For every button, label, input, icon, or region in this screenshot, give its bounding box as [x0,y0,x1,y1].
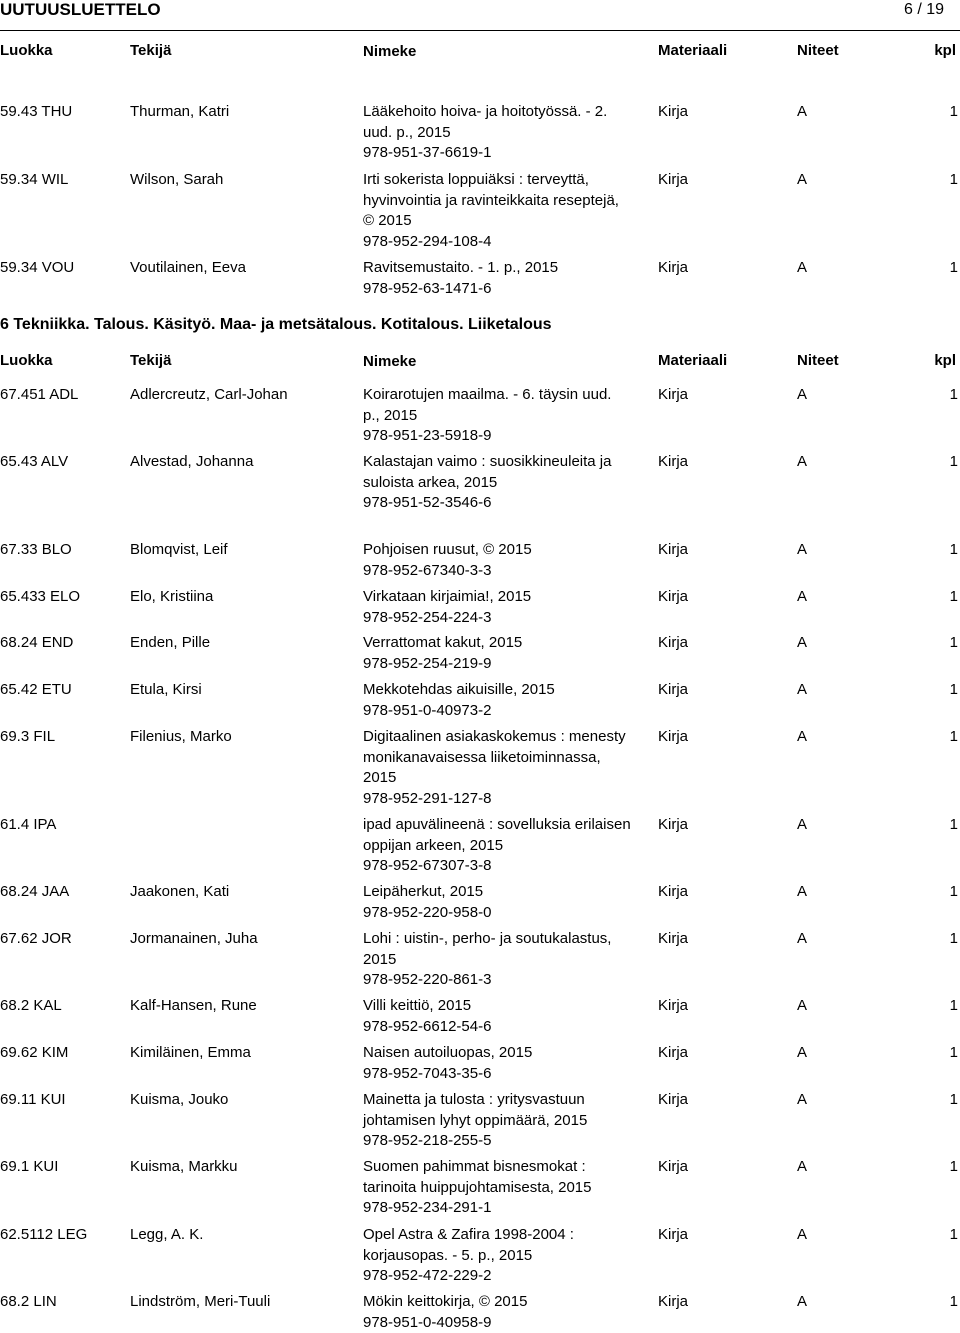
title-cell [363,882,631,923]
author: Lindström, Meri-Tuuli [130,1292,270,1313]
isbn: 978-952-218-255-5 [363,1131,631,1152]
col-niteet-header: Niteet [797,42,839,59]
material-type: Kirja [658,587,688,608]
title-cell [363,680,631,721]
copies-code: A [797,996,807,1017]
class-code: 69.3 FIL [0,727,55,748]
isbn: 978-952-67340-3-3 [363,561,631,582]
isbn: 978-952-67307-3-8 [363,856,631,877]
title-cell [363,996,631,1037]
section-heading: 6 Tekniikka. Talous. Käsityö. Maa- ja metsätalous. Kotitalous. Liiketalous [0,316,552,334]
copies-code: A [797,258,807,279]
col-luokka-header: Luokka [0,352,53,369]
author: Kuisma, Markku [130,1157,238,1178]
copies-code: A [797,587,807,608]
material-type: Kirja [658,815,688,836]
title: Kalastajan vaimo : suosikkineuleita ja suloista arkea, 2015 [363,453,611,491]
quantity: 1 [950,680,958,701]
col-niteet-header: Niteet [797,352,839,369]
quantity: 1 [950,385,958,406]
isbn: 978-951-0-40973-2 [363,701,631,722]
quantity: 1 [950,1090,958,1111]
col-luokka-header: Luokka [0,42,53,59]
isbn: 978-952-6612-54-6 [363,1017,631,1038]
author: Kalf-Hansen, Rune [130,996,257,1017]
class-code: 68.2 LIN [0,1292,57,1313]
copies-code: A [797,882,807,903]
title: Virkataan kirjaimia!, 2015 [363,588,531,605]
quantity: 1 [950,727,958,748]
class-code: 59.43 THU [0,102,72,123]
material-type: Kirja [658,996,688,1017]
title: Mökin keittokirja, © 2015 [363,1293,527,1310]
quantity: 1 [950,815,958,836]
quantity: 1 [950,1157,958,1178]
material-type: Kirja [658,929,688,950]
author: Blomqvist, Leif [130,540,228,561]
title: Naisen autoiluopas, 2015 [363,1044,532,1061]
isbn: 978-951-0-40958-9 [363,1313,631,1333]
title-cell [363,385,631,447]
material-type: Kirja [658,882,688,903]
title: Lääkehoito hoiva- ja hoitotyössä. - 2. uud. p., 2015 [363,103,607,141]
title: Verrattomat kakut, 2015 [363,634,522,651]
author: Thurman, Katri [130,102,229,123]
column-header-row [0,352,960,372]
copies-code: A [797,540,807,561]
material-type: Kirja [658,633,688,654]
copies-code: A [797,929,807,950]
page-number: 6 / 19 [904,1,944,19]
quantity: 1 [950,102,958,123]
col-nimeke-header: Nimeke [363,352,631,373]
author: Elo, Kristiina [130,587,213,608]
isbn: 978-952-254-224-3 [363,608,631,629]
author: Wilson, Sarah [130,170,223,191]
copies-code: A [797,1225,807,1246]
isbn: 978-952-220-958-0 [363,903,631,924]
title-cell [363,258,631,299]
author: Kimiläinen, Emma [130,1043,251,1064]
col-kpl-header: kpl [934,352,956,369]
copies-code: A [797,815,807,836]
title-cell [363,815,631,877]
author: Jaakonen, Kati [130,882,229,903]
title: Irti sokerista loppuiäksi : terveyttä, hyvinvointia ja ravinteikkaita reseptejä, © 2015 [363,171,619,229]
author: Filenius, Marko [130,727,232,748]
material-type: Kirja [658,1157,688,1178]
title: Lohi : uistin-, perho- ja soutukalastus, 2015 [363,930,611,968]
quantity: 1 [950,452,958,473]
author: Alvestad, Johanna [130,452,253,473]
title: Pohjoisen ruusut, © 2015 [363,541,532,558]
title: Digitaalinen asiakaskokemus : menesty monikanavaisessa liiketoiminnassa, 2015 [363,728,626,786]
material-type: Kirja [658,1043,688,1064]
quantity: 1 [950,258,958,279]
copies-code: A [797,680,807,701]
author: Adlercreutz, Carl-Johan [130,385,288,406]
class-code: 68.2 KAL [0,996,62,1017]
class-code: 69.11 KUI [0,1090,66,1111]
class-code: 69.62 KIM [0,1043,68,1064]
col-materiaali-header: Materiaali [658,352,727,369]
class-code: 68.24 JAA [0,882,69,903]
column-header-row [0,42,960,62]
copies-code: A [797,385,807,406]
quantity: 1 [950,996,958,1017]
title: ipad apuvälineenä : sovelluksia erilaisen oppijan arkeen, 2015 [363,816,631,854]
title: Villi keittiö, 2015 [363,997,471,1014]
quantity: 1 [950,540,958,561]
quantity: 1 [950,170,958,191]
class-code: 65.42 ETU [0,680,72,701]
title-cell [363,1043,631,1084]
col-tekija-header: Tekijä [130,42,171,59]
title: Leipäherkut, 2015 [363,883,483,900]
isbn: 978-951-37-6619-1 [363,143,631,164]
copies-code: A [797,452,807,473]
material-type: Kirja [658,680,688,701]
material-type: Kirja [658,727,688,748]
material-type: Kirja [658,102,688,123]
title-cell [363,1157,631,1219]
author: Enden, Pille [130,633,210,654]
class-code: 67.451 ADL [0,385,78,406]
copies-code: A [797,727,807,748]
col-materiaali-header: Materiaali [658,42,727,59]
copies-code: A [797,633,807,654]
col-tekija-header: Tekijä [130,352,171,369]
isbn: 978-951-23-5918-9 [363,426,631,447]
title-cell [363,452,631,514]
isbn: 978-952-7043-35-6 [363,1064,631,1085]
col-kpl-header: kpl [934,42,956,59]
isbn: 978-952-294-108-4 [363,232,631,253]
author: Legg, A. K. [130,1225,203,1246]
quantity: 1 [950,633,958,654]
author: Jormanainen, Juha [130,929,258,950]
material-type: Kirja [658,1090,688,1111]
header-rule [0,30,960,31]
title-cell [363,929,631,991]
isbn: 978-952-63-1471-6 [363,279,631,300]
material-type: Kirja [658,452,688,473]
copies-code: A [797,1292,807,1313]
class-code: 62.5112 LEG [0,1225,87,1246]
title-cell [363,587,631,628]
col-nimeke-header: Nimeke [363,42,631,63]
class-code: 65.43 ALV [0,452,68,473]
title-cell [363,1090,631,1152]
material-type: Kirja [658,540,688,561]
title: Mekkotehdas aikuisille, 2015 [363,681,555,698]
quantity: 1 [950,1225,958,1246]
copies-code: A [797,102,807,123]
material-type: Kirja [658,385,688,406]
class-code: 68.24 END [0,633,73,654]
isbn: 978-952-472-229-2 [363,1266,631,1287]
title: Mainetta ja tulosta : yritysvastuun johtamisen lyhyt oppimäärä, 2015 [363,1091,587,1129]
quantity: 1 [950,929,958,950]
author: Etula, Kirsi [130,680,202,701]
class-code: 61.4 IPA [0,815,56,836]
quantity: 1 [950,1292,958,1313]
isbn: 978-951-52-3546-6 [363,493,631,514]
material-type: Kirja [658,1292,688,1313]
copies-code: A [797,1043,807,1064]
title-cell [363,170,631,252]
isbn: 978-952-291-127-8 [363,789,631,810]
quantity: 1 [950,587,958,608]
title: Suomen pahimmat bisnesmokat : tarinoita huippujohtamisesta, 2015 [363,1158,592,1196]
material-type: Kirja [658,1225,688,1246]
class-code: 59.34 WIL [0,170,68,191]
title-cell [363,540,631,581]
class-code: 59.34 VOU [0,258,74,279]
class-code: 67.62 JOR [0,929,72,950]
copies-code: A [797,1090,807,1111]
class-code: 69.1 KUI [0,1157,58,1178]
material-type: Kirja [658,170,688,191]
title-cell [363,102,631,164]
quantity: 1 [950,882,958,903]
author: Voutilainen, Eeva [130,258,246,279]
copies-code: A [797,170,807,191]
title-cell [363,1225,631,1287]
isbn: 978-952-254-219-9 [363,654,631,675]
copies-code: A [797,1157,807,1178]
title: Opel Astra & Zafira 1998-2004 : korjausopas. - 5. p., 2015 [363,1226,574,1264]
isbn: 978-952-220-861-3 [363,970,631,991]
title-cell [363,727,631,809]
title-cell [363,1292,631,1333]
quantity: 1 [950,1043,958,1064]
title: Ravitsemustaito. - 1. p., 2015 [363,259,558,276]
material-type: Kirja [658,258,688,279]
isbn: 978-952-234-291-1 [363,1198,631,1219]
class-code: 65.433 ELO [0,587,80,608]
title: Koirarotujen maailma. - 6. täysin uud. p., 2015 [363,386,611,424]
title-cell [363,633,631,674]
author: Kuisma, Jouko [130,1090,228,1111]
catalog-title: UUTUUSLUETTELO [0,0,161,20]
class-code: 67.33 BLO [0,540,72,561]
